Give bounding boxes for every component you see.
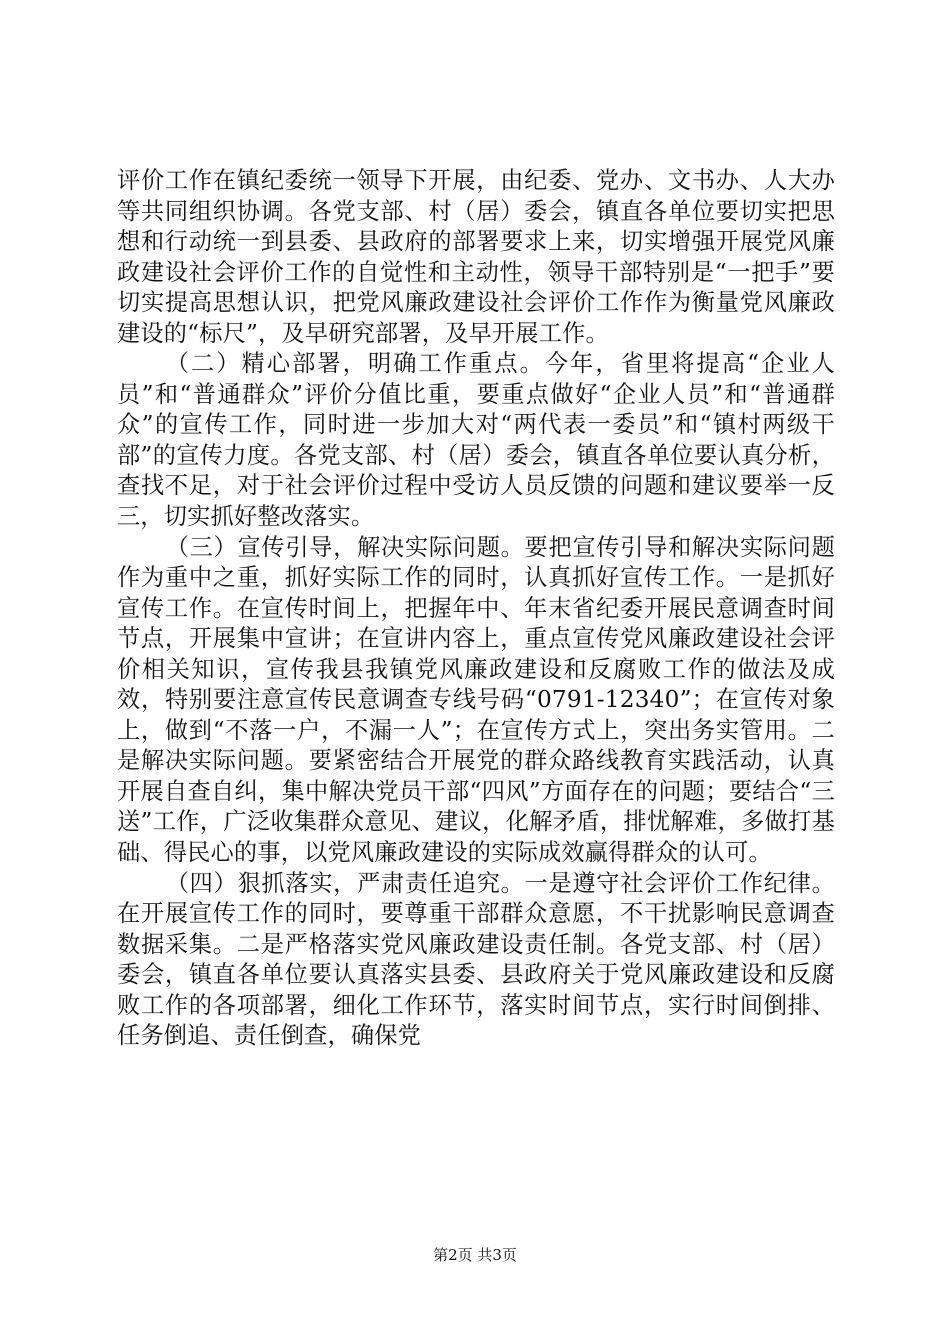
page-number: 第2页 共3页 xyxy=(433,1246,517,1264)
paragraph-section-three: （三）宣传引导，解决实际问题。要把宣传引导和解决实际问题作为重中之重，抓好实际工作的同时，认真抓好宣传工作。一是抓好宣传工作。在宣传时间上，把握年中、年末省纪委开展民意调查时间节点，开展集中宣讲；在宣讲内容上，重点宣传党风廉政建设社会评价相关知识，宣传我县我镇党风廉政建设和反腐败工作的做法及成效，特别要注意宣传民意调查专线号码“0791-12340”；在宣传对象上，做到“不落一户，不漏一人”；在宣传方式上，突出务实管用。二是解决实际问题。要紧密结合开展党的群众路线教育实践活动，认真开展自查自纠，集中解决党员干部“四风”方面存在的问题；要结合“三送”工作，广泛收集群众意见、建议，化解矛盾，排忧解难，多做打基础、得民心的事，以党风廉政建设的实际成效赢得群众的认可。 xyxy=(117,533,835,867)
paragraph-section-four: （四）狠抓落实，严肃责任追究。一是遵守社会评价工作纪律。在开展宣传工作的同时，要尊重干部群众意愿，不干扰影响民意调查数据采集。二是严格落实党风廉政建设责任制。各党支部、村（居）委会，镇直各单位要认真落实县委、县政府关于党风廉政建设和反腐败工作的各项部署，细化工作环节，落实时间节点，实行时间倒排、任务倒追、责任倒查，确保党 xyxy=(117,869,835,1050)
paragraph-section-two: （二）精心部署，明确工作重点。今年，省里将提高“企业人员”和“普通群众”评价分值比重，要重点做好“企业人员”和“普通群众”的宣传工作，同时进一步加大对“两代表一委员”和“镇村两级干部”的宣传力度。各党支部、村（居）委会，镇直各单位要认真分析，查找不足，对于社会评价过程中受访人员反馈的问题和建议要举一反三，切实抓好整改落实。 xyxy=(117,350,835,531)
page-footer xyxy=(0,1245,950,1265)
document-body xyxy=(117,166,835,1052)
paragraph-continued: 评价工作在镇纪委统一领导下开展，由纪委、党办、文书办、人大办等共同组织协调。各党支部、村（居）委会，镇直各单位要切实把思想和行动统一到县委、县政府的部署要求上来，切实增强开展党风廉政建设社会评价工作的自觉性和主动性，领导干部特别是“一把手”要切实提高思想认识，把党风廉政建设社会评价工作作为衡量党风廉政建设的“标尺”，及早研究部署，及早开展工作。 xyxy=(117,167,835,347)
